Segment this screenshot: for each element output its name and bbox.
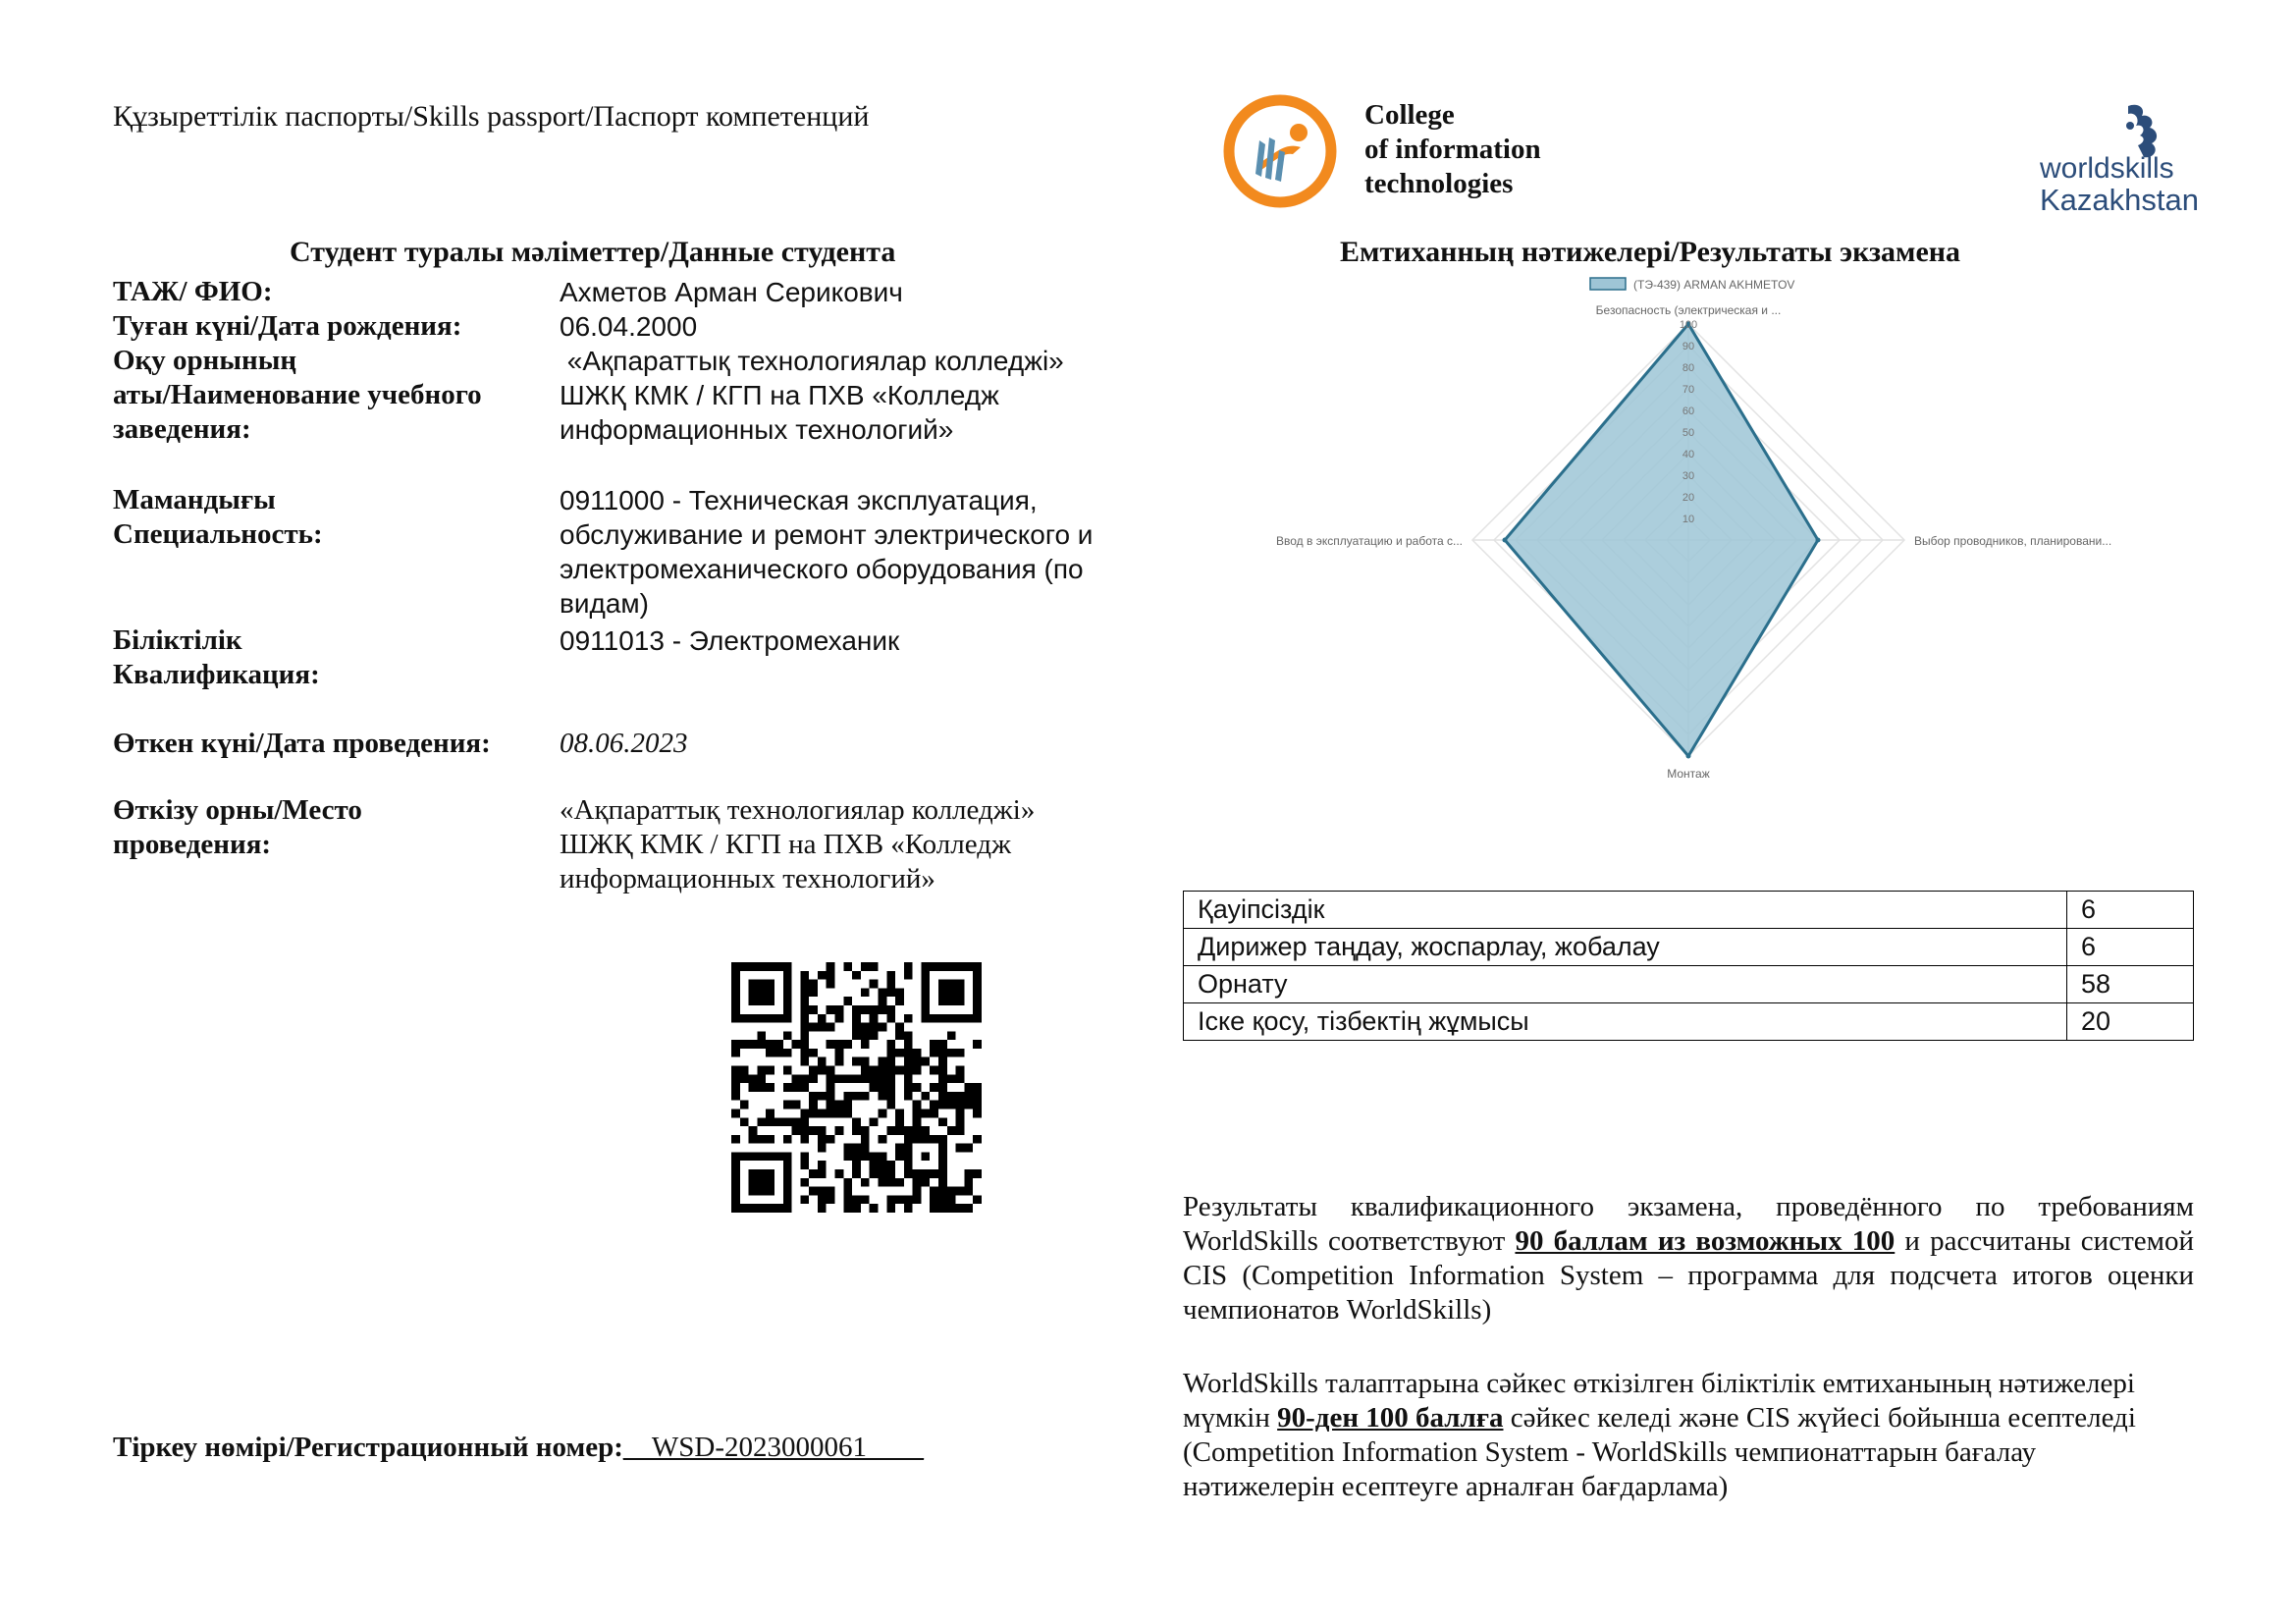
skill-name: Іске қосу, тізбектің жұмысы <box>1184 1003 2067 1041</box>
specialty-value <box>560 483 1093 621</box>
radar-tick-label: 90 <box>1682 341 1695 352</box>
college-name <box>1364 98 1541 201</box>
paragraph-text: сәйкес келеді және CIS жүйесі бойынша есептеледі (Competition Information System - WorldSkills чемпионаттарын бағалау нәтижелерін есептеуге арналған бағдарлама) <box>1183 1402 2136 1502</box>
radar-axis-label: Выбор проводников, планировани... <box>1914 534 2112 548</box>
radar-tick-label: 30 <box>1682 470 1695 482</box>
qualification-label-line: Квалификация: <box>113 659 320 690</box>
institution-value-line: «Ақпараттық технологиялар колледжі» <box>560 346 1064 376</box>
registration-number <box>113 1432 924 1464</box>
radar-chart <box>1266 270 2150 781</box>
paragraph-highlight: 90-ден 100 баллға <box>1277 1402 1504 1434</box>
qr-code <box>731 962 982 1213</box>
specialty-value-line: видам) <box>560 588 649 619</box>
college-name-line-3: technologies <box>1364 168 1514 199</box>
skill-score: 58 <box>2067 966 2194 1003</box>
radar-tick-label: 100 <box>1679 319 1698 331</box>
radar-axis-label: Монтаж <box>1667 767 1710 781</box>
worldskills-logo <box>2022 96 2199 222</box>
qr-modules <box>731 962 982 1213</box>
birth-value: 06.04.2000 <box>560 311 698 342</box>
exam-date-label: Өткен күні/Дата проведения: <box>113 728 491 759</box>
radar-series-area <box>1505 324 1818 756</box>
radar-tick-label: 70 <box>1682 384 1695 396</box>
fio-value: Ахметов Арман Серикович <box>560 277 903 307</box>
exam-place-label-line: проведения: <box>113 829 272 860</box>
skill-score: 20 <box>2067 1003 2194 1041</box>
exam-place-label <box>113 793 362 862</box>
document-title: Құзыреттілік паспорты/Skills passport/Паспорт компетенций <box>113 100 870 133</box>
registration-value: __WSD-2023000061____ <box>622 1432 924 1463</box>
radar-tick-label: 10 <box>1682 514 1695 525</box>
exam-place-value-line: информационных технологий» <box>560 863 935 894</box>
exam-date-value: 08.06.2023 <box>560 728 688 759</box>
radar-data-point <box>1503 538 1508 543</box>
skill-name: Қауіпсіздік <box>1184 892 2067 929</box>
college-name-line-1: College <box>1364 99 1455 131</box>
radar-tick-label: 80 <box>1682 362 1695 374</box>
table-row <box>1184 929 2194 966</box>
exam-place-label-line: Өткізу орны/Место <box>113 794 362 826</box>
exam-place-value-line: «Ақпараттық технологиялар колледжі» <box>560 794 1036 826</box>
qualification-value: 0911013 - Электромеханик <box>560 625 900 656</box>
institution-value <box>560 344 1064 447</box>
worldskills-logo-text: worldskills <box>2040 152 2174 185</box>
result-paragraph-kz <box>1183 1367 2194 1504</box>
specialty-label-line: Специальность: <box>113 518 323 550</box>
fio-label: ТАЖ/ ФИО: <box>113 276 273 307</box>
table-row <box>1184 1003 2194 1041</box>
exam-place-value <box>560 793 1035 896</box>
radar-tick-label: 60 <box>1682 406 1695 417</box>
results-table <box>1183 891 2194 1041</box>
skill-score: 6 <box>2067 892 2194 929</box>
legend-label: (ТЭ-439) ARMAN AKHMETOV <box>1633 278 1795 292</box>
radar-axis-label: Безопасность (электрическая и ... <box>1595 303 1782 317</box>
skill-name: Орнату <box>1184 966 2067 1003</box>
paragraph-text: и рассчитаны системой CIS (Competition Information System – программа для подсчета итогов оценки чемпионатов WorldSkills) <box>1183 1225 2194 1326</box>
qualification-label <box>113 623 320 692</box>
specialty-value-line: обслуживание и ремонт электрического и <box>560 519 1094 550</box>
radar-tick-label: 40 <box>1682 449 1695 460</box>
qualification-label-line: Біліктілік <box>113 624 242 656</box>
paragraph-text: WorldSkills талаптарына сәйкес өткізілген біліктілік емтиханының нәтижелері мүмкін <box>1183 1368 2135 1434</box>
paragraph-highlight: 90 баллам из возможных 100 <box>1515 1225 1896 1257</box>
results-section-title: Емтиханның нәтижелері/Результаты экзамена <box>1340 236 1961 268</box>
specialty-value-line: 0911000 - Техническая эксплуатация, <box>560 485 1038 515</box>
worldskills-logo-country: Kazakhstan <box>2040 183 2199 217</box>
radar-tick-label: 20 <box>1682 492 1695 504</box>
specialty-label-line: Мамандығы <box>113 484 276 515</box>
radar-tick-label: 50 <box>1682 427 1695 439</box>
result-paragraph-ru <box>1183 1190 2194 1327</box>
institution-label-line: заведения: <box>113 413 251 445</box>
institution-value-line: ШЖҚ КМК / КГП на ПХВ «Колледж <box>560 380 999 410</box>
radar-axis-label: Ввод в эксплуатацию и работа с... <box>1276 534 1463 548</box>
radar-data-point <box>1686 754 1691 759</box>
specialty-label <box>113 483 323 552</box>
radar-data-point <box>1816 538 1821 543</box>
specialty-value-line: электромеханического оборудования (по <box>560 554 1084 584</box>
paragraph-text: Результаты квалификационного экзамена, проведённого по требованиям WorldSkills соответствуют <box>1183 1191 2194 1257</box>
table-row <box>1184 892 2194 929</box>
exam-place-value-line: ШЖҚ КМК / КГП на ПХВ «Колледж <box>560 829 1012 860</box>
legend-swatch <box>1590 278 1626 290</box>
table-row <box>1184 966 2194 1003</box>
student-section-title: Студент туралы мәліметтер/Данные студента <box>290 236 896 268</box>
college-name-line-2: of information <box>1364 134 1541 165</box>
skill-name: Дирижер таңдау, жоспарлау, жобалау <box>1184 929 2067 966</box>
college-logo <box>1222 93 1338 209</box>
birth-label: Туған күні/Дата рождения: <box>113 310 462 342</box>
registration-label: Тіркеу нөмірі/Регистрационный номер: <box>113 1432 623 1463</box>
institution-value-line: информационных технологий» <box>560 414 954 445</box>
institution-label-line: аты/Наименование учебного <box>113 379 482 410</box>
institution-label <box>113 344 482 447</box>
skill-score: 6 <box>2067 929 2194 966</box>
institution-label-line: Оқу орнының <box>113 345 297 376</box>
